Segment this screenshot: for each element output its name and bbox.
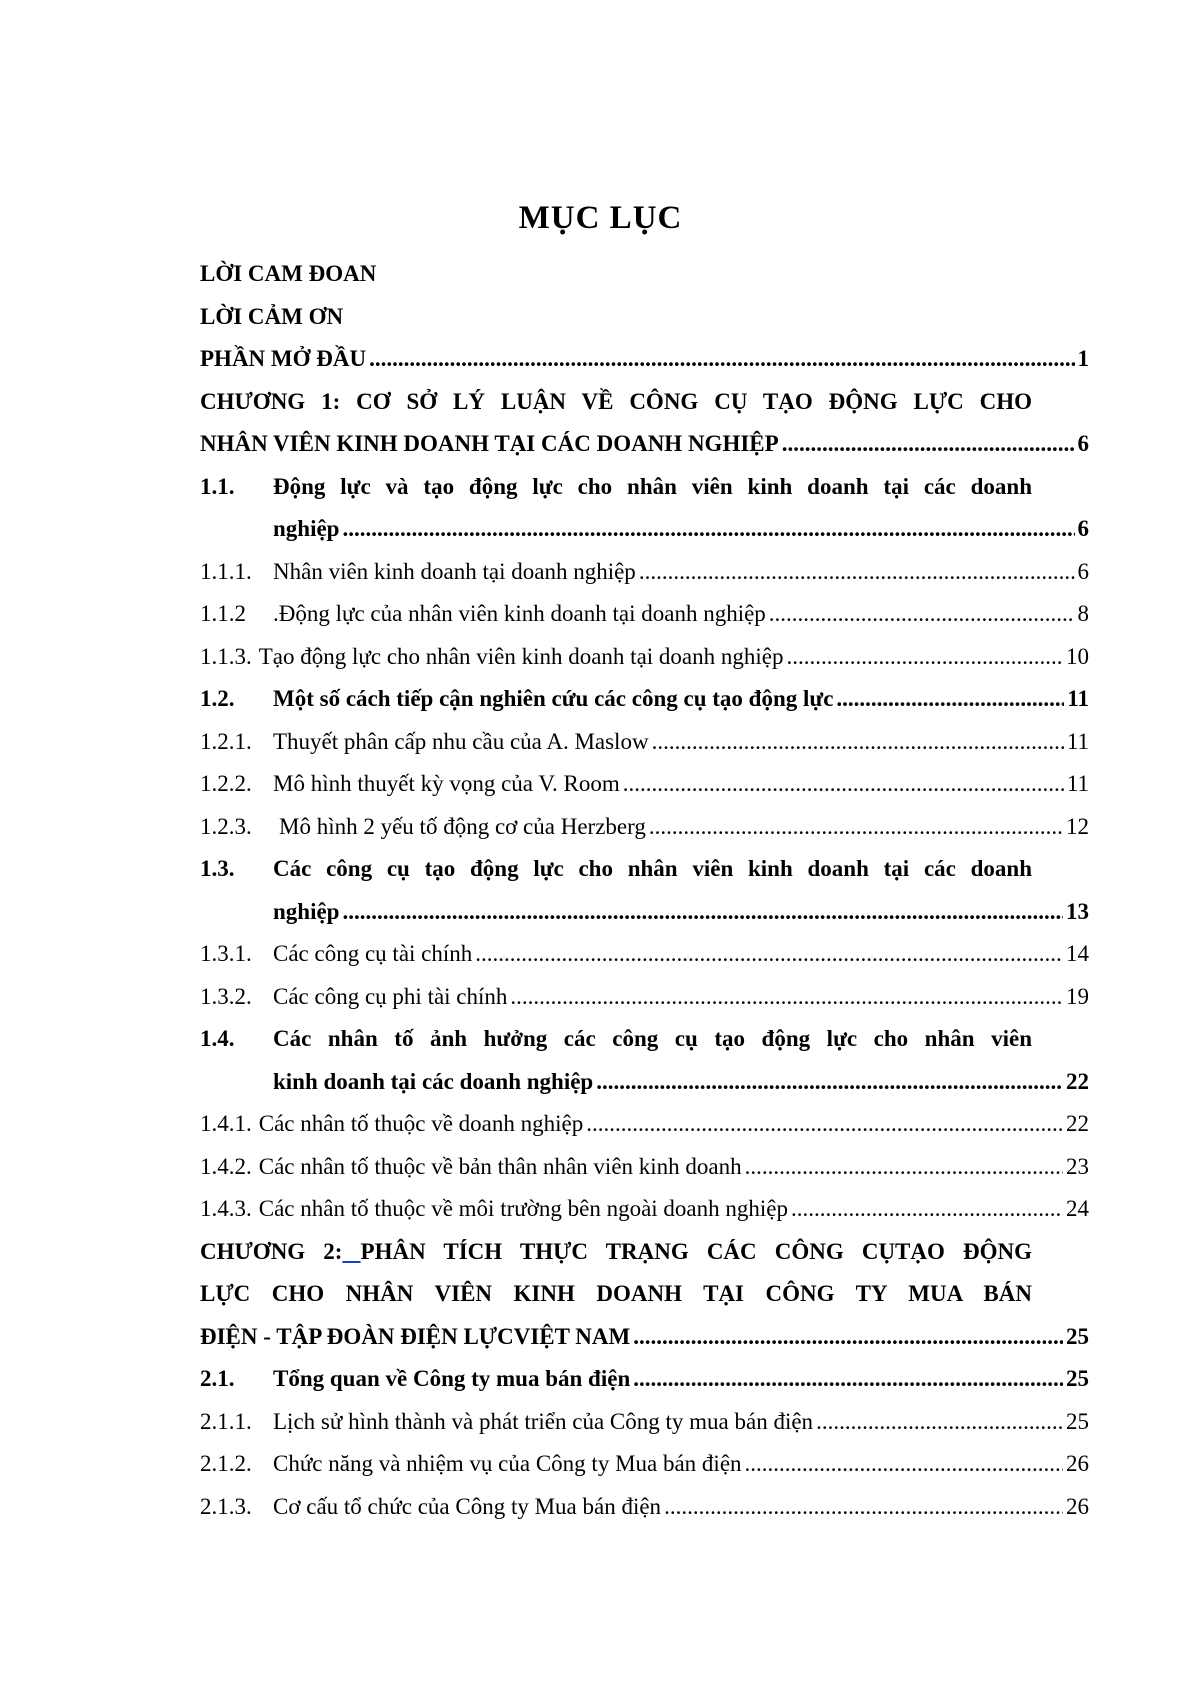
dot-leader — [652, 721, 1064, 764]
dot-leader — [342, 508, 1074, 551]
toc-entry-1-2-1[interactable] — [200, 721, 1089, 764]
toc-entry-2-1-2[interactable] — [200, 1443, 1089, 1486]
toc-entry-loi-cam-on[interactable] — [200, 296, 1089, 339]
toc-page-number: 13 — [1066, 898, 1089, 924]
toc-page-number: 11 — [1066, 771, 1089, 796]
toc-entry-number: 1.3. — [200, 856, 235, 881]
chapter-2-prefix: CHƯƠNG 2: — [200, 1238, 343, 1264]
toc-entry-2-1-3[interactable] — [200, 1486, 1089, 1529]
dot-leader — [633, 1358, 1063, 1401]
toc-entry-number: 1.4.2. — [200, 1153, 252, 1179]
toc-entry-number: 2.1. — [200, 1366, 235, 1391]
toc-entry-1-2-3[interactable] — [200, 806, 1089, 849]
toc-entry-number: 2.1.2. — [200, 1451, 252, 1476]
toc-entry-number: 2.1.1. — [200, 1408, 252, 1434]
dot-leader — [769, 593, 1075, 636]
dot-leader — [633, 1316, 1063, 1359]
dot-leader — [786, 636, 1063, 679]
toc-entry-number: 1.1.1. — [200, 558, 252, 584]
toc-page-number: 23 — [1066, 1153, 1089, 1179]
toc-page-number: 6 — [1077, 431, 1089, 456]
toc-entry-1-1-2[interactable] — [200, 593, 1089, 636]
toc-entry-number: 1.4.3. — [200, 1196, 252, 1221]
toc-entry-label: Nhân viên kinh doanh tại doanh nghiệp — [273, 558, 636, 584]
toc-page-number: 26 — [1066, 1451, 1089, 1476]
toc-entry-1-2-2[interactable] — [200, 763, 1089, 806]
dot-leader — [745, 1146, 1063, 1189]
toc-entry-chuong-2[interactable] — [200, 1231, 1089, 1274]
dot-leader — [836, 678, 1064, 721]
toc-entry-number: 1.2.1. — [200, 728, 252, 754]
toc-entry-label: Chức năng và nhiệm vụ của Công ty Mua bán điện — [273, 1451, 742, 1476]
toc-entry-label: Động lực và tạo động lực cho nhân viên kinh doanh tại các doanh — [273, 473, 1032, 499]
toc-page-number: 6 — [1077, 516, 1089, 541]
toc-entry-1-3-cont[interactable] — [200, 891, 1089, 934]
dot-leader — [596, 1061, 1063, 1104]
toc-entry-1-3[interactable] — [200, 848, 1089, 891]
toc-page-number: 12 — [1066, 813, 1089, 839]
toc-page-number: 8 — [1077, 601, 1089, 626]
dot-leader — [586, 1103, 1063, 1146]
dot-leader — [664, 1486, 1063, 1529]
toc-page-number: 25 — [1066, 1323, 1089, 1349]
toc-entry-loi-cam-doan[interactable] — [200, 253, 1089, 296]
toc-page-number: 22 — [1066, 1111, 1089, 1136]
toc-page-number: 24 — [1066, 1196, 1089, 1221]
toc-entry-label: nghiệp — [273, 898, 340, 924]
toc-entry-label: nghiệp — [273, 516, 340, 541]
toc-entry-number: 1.1. — [200, 473, 235, 499]
toc-entry-number: 1.2.3. — [200, 813, 252, 839]
hyperlink-marker[interactable] — [342, 1239, 360, 1264]
toc-entry-label: Thuyết phân cấp nhu cầu của A. Maslow — [273, 728, 649, 754]
toc-entry-phan-mo-dau[interactable] — [200, 338, 1089, 381]
dot-leader — [816, 1401, 1063, 1444]
dot-leader — [475, 933, 1063, 976]
toc-entry-number: 1.1.2 — [200, 601, 246, 626]
toc-entry-1-1[interactable] — [200, 466, 1089, 509]
dot-leader — [649, 806, 1063, 849]
toc-page-number: 22 — [1066, 1068, 1089, 1094]
dot-leader — [510, 976, 1063, 1019]
table-of-contents — [200, 253, 1089, 1528]
toc-entry-label: Một số cách tiếp cận nghiên cứu các công cụ tạo động lực — [273, 686, 834, 711]
toc-entry-number: 1.3.2. — [200, 983, 252, 1009]
toc-page-number: 19 — [1066, 983, 1089, 1009]
dot-leader — [342, 891, 1063, 934]
toc-entry-label: NHÂN VIÊN KINH DOANH TẠI CÁC DOANH NGHIỆP — [200, 431, 779, 456]
toc-page-number: 25 — [1066, 1408, 1089, 1434]
toc-entry-number: 1.4.1. — [200, 1111, 252, 1136]
toc-entry-number: 1.1.3. — [200, 643, 252, 669]
dot-leader — [369, 338, 1074, 381]
toc-entry-1-4-cont[interactable] — [200, 1061, 1089, 1104]
toc-entry-label: LỜI CAM ĐOAN — [200, 261, 377, 286]
toc-entry-label: .Động lực của nhân viên kinh doanh tại doanh nghiệp — [273, 601, 766, 626]
toc-entry-label: Lịch sử hình thành và phát triển của Công ty mua bán điện — [273, 1408, 814, 1434]
toc-entry-number: 1.3.1. — [200, 941, 252, 966]
toc-entry-number: 1.4. — [200, 1026, 235, 1051]
toc-entry-2-1[interactable] — [200, 1358, 1089, 1401]
toc-entry-chuong-1-cont[interactable] — [200, 423, 1089, 466]
toc-entry-label: Các công cụ tạo động lực cho nhân viên kinh doanh tại các doanh — [273, 856, 1032, 881]
toc-entry-1-4-3[interactable] — [200, 1188, 1089, 1231]
toc-entry-number: 2.1.3. — [200, 1493, 252, 1519]
toc-entry-number: 1.2. — [200, 686, 235, 711]
toc-page-number: 26 — [1066, 1493, 1089, 1519]
toc-entry-label: kinh doanh tại các doanh nghiệp — [273, 1068, 594, 1094]
toc-entry-label: Mô hình 2 yếu tố động cơ của Herzberg — [279, 813, 646, 839]
toc-entry-label: Các nhân tố thuộc về bản thân nhân viên kinh doanh — [258, 1153, 742, 1179]
toc-entry-label: LỜI CẢM ƠN — [200, 303, 344, 329]
toc-page-number: 1 — [1077, 346, 1089, 371]
toc-entry-label: Tổng quan về Công ty mua bán điện — [273, 1366, 631, 1391]
toc-entry-chuong-1[interactable] — [200, 381, 1089, 424]
dot-leader — [623, 763, 1064, 806]
toc-entry-1-1-3[interactable] — [200, 636, 1089, 679]
dot-leader — [639, 551, 1075, 594]
toc-page-number: 14 — [1066, 941, 1089, 966]
dot-leader — [791, 1188, 1063, 1231]
toc-entry-label: Các nhân tố thuộc về doanh nghiệp — [258, 1111, 584, 1136]
toc-page-number: 25 — [1066, 1366, 1089, 1391]
chapter-2-title-start: PHÂN TÍCH THỰC TRẠNG CÁC CÔNG CỤTẠO ĐỘNG — [360, 1238, 1032, 1264]
toc-entry-1-4[interactable] — [200, 1018, 1089, 1061]
toc-entry-label: LỰC CHO NHÂN VIÊN KINH DOANH TẠI CÔNG TY MUA BÁN — [200, 1281, 1032, 1306]
toc-entry-number: 1.2.2. — [200, 771, 252, 796]
toc-entry-label: Các công cụ tài chính — [273, 941, 473, 966]
toc-entry-2-1-1[interactable] — [200, 1401, 1089, 1444]
toc-entry-1-4-1[interactable] — [200, 1103, 1089, 1146]
toc-entry-1-3-1[interactable] — [200, 933, 1089, 976]
toc-entry-chuong-2-cont[interactable] — [200, 1273, 1089, 1316]
toc-entry-1-3-2[interactable] — [200, 976, 1089, 1019]
toc-page-number: 11 — [1067, 686, 1089, 711]
toc-entry-1-2[interactable] — [200, 678, 1089, 721]
toc-page-number: 11 — [1066, 728, 1089, 754]
toc-entry-label: Các công cụ phi tài chính — [273, 983, 508, 1009]
toc-entry-label: PHẦN MỞ ĐẦU — [200, 346, 367, 371]
toc-entry-label: Các nhân tố thuộc về môi trường bên ngoài doanh nghiệp — [258, 1196, 788, 1221]
toc-entry-label: Mô hình thuyết kỳ vọng của V. Room — [273, 771, 620, 796]
toc-entry-label: Các nhân tố ảnh hưởng các công cụ tạo động lực cho nhân viên — [273, 1026, 1032, 1051]
toc-entry-label: CHƯƠNG 1: CƠ SỞ LÝ LUẬN VỀ CÔNG CỤ TẠO ĐỘNG LỰC CHO — [200, 388, 1032, 414]
toc-entry-1-4-2[interactable] — [200, 1146, 1089, 1189]
toc-entry-1-1-1[interactable] — [200, 551, 1089, 594]
toc-entry-chuong-2-cont2[interactable] — [200, 1316, 1089, 1359]
toc-entry-label: ĐIỆN - TẬP ĐOÀN ĐIỆN LỰCVIỆT NAM — [200, 1323, 631, 1349]
page-title: MỤC LỤC — [518, 200, 683, 236]
toc-entry-label: Cơ cấu tổ chức của Công ty Mua bán điện — [273, 1493, 662, 1519]
toc-page-number: 6 — [1077, 558, 1089, 584]
toc-entry-label: Tạo động lực cho nhân viên kinh doanh tại doanh nghiệp — [258, 643, 784, 669]
dot-leader — [745, 1443, 1063, 1486]
toc-entry-1-1-cont[interactable] — [200, 508, 1089, 551]
dot-leader — [782, 423, 1075, 466]
toc-page-number: 10 — [1066, 643, 1089, 669]
toc-entry-label — [200, 1231, 1089, 1274]
